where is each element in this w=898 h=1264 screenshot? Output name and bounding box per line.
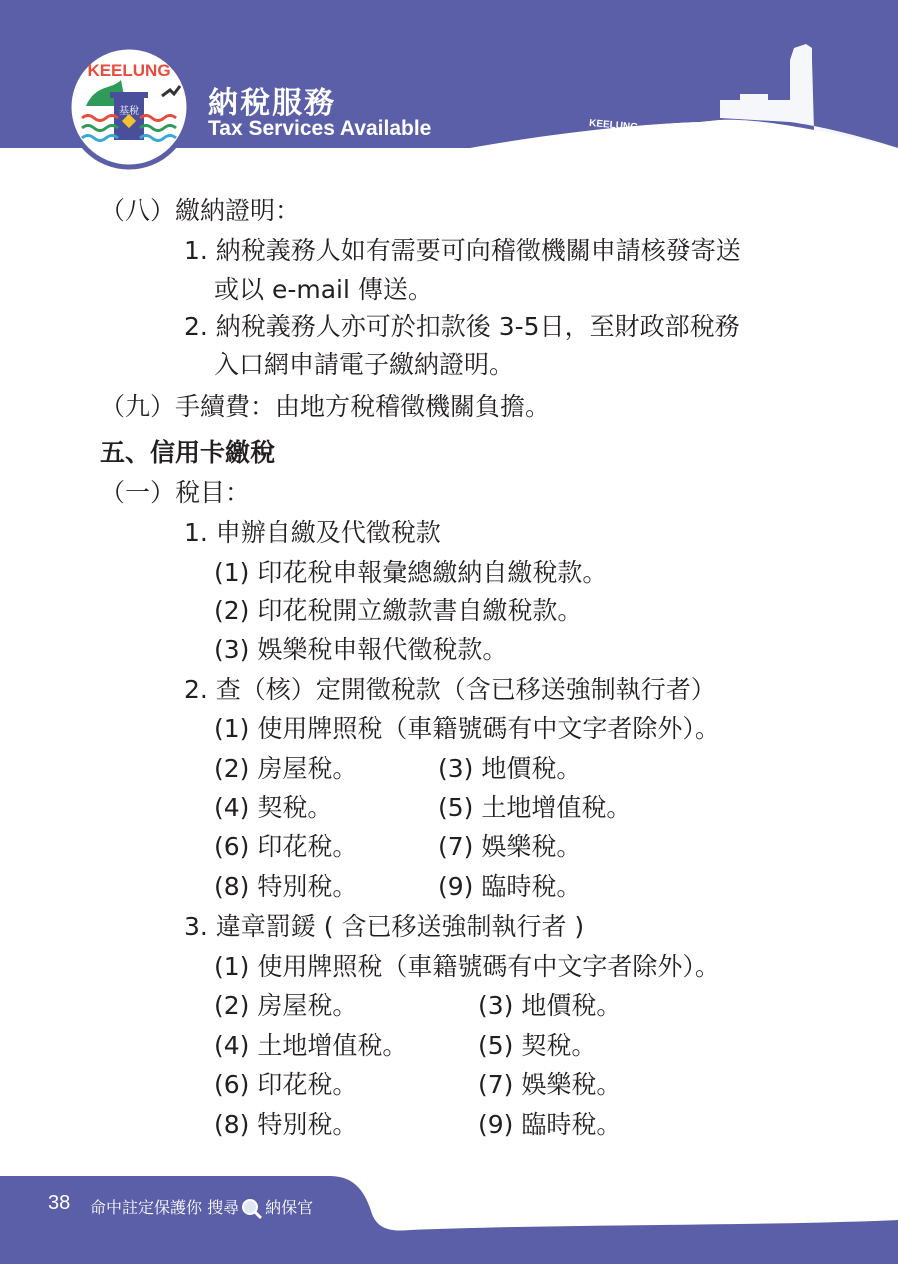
section-heading: （一）稅目： — [100, 478, 251, 507]
sub-item: (8) 特別稅。 — [214, 1110, 358, 1139]
brand-title-zh: 納稅服務 — [208, 86, 336, 121]
keelung-logo — [66, 44, 192, 170]
sub-item: (6) 印花稅。 — [214, 832, 358, 861]
sub-item: (5) 契稅。 — [478, 1031, 597, 1060]
sub-item: (3) 地價稅。 — [478, 991, 622, 1020]
list-item: 2. 查（核）定開徵稅款（含已移送強制執行者） — [184, 675, 716, 704]
sub-item: (2) 房屋稅。 — [214, 991, 358, 1020]
sub-item: (9) 臨時稅。 — [478, 1110, 622, 1139]
list-item: 1. 申辦自繳及代徵稅款 — [184, 518, 441, 547]
skyline-label: KEELUNG — [588, 117, 639, 134]
logo-text: KEELUNG — [87, 61, 171, 80]
sub-item: (4) 土地增值稅。 — [214, 1031, 408, 1060]
sub-item: (7) 娛樂稅。 — [438, 832, 582, 861]
section-heading: （八）繳納證明： — [100, 196, 301, 225]
sub-item: (4) 契稅。 — [214, 793, 333, 822]
sub-item: (1) 印花稅申報彙總繳納自繳稅款。 — [214, 558, 608, 587]
logo-badge: 基稅 — [119, 106, 139, 117]
sub-item: (8) 特別稅。 — [214, 872, 358, 901]
list-item: 1. 納稅義務人如有需要可向稽徵機關申請核發寄送 — [184, 236, 741, 265]
list-item-continued: 或以 e-mail 傳送。 — [214, 275, 433, 304]
sub-item: (2) 房屋稅。 — [214, 754, 358, 783]
sub-item: (5) 土地增值稅。 — [438, 793, 632, 822]
search-icon — [241, 1198, 263, 1220]
list-item: 3. 違章罰鍰 ( 含已移送強制執行者 ) — [184, 912, 585, 941]
brand-title-en: Tax Services Available — [208, 117, 432, 140]
list-item: 2. 納稅義務人亦可於扣款後 3-5日，至財政部稅務 — [184, 312, 740, 341]
slogan-text: 納保官 — [265, 1198, 314, 1217]
sub-item: (3) 地價稅。 — [438, 754, 582, 783]
sub-item: (3) 娛樂稅申報代徵稅款。 — [214, 635, 508, 664]
page-number: 38 — [48, 1192, 71, 1214]
slogan-text: 命中註定保護你 搜尋 — [90, 1198, 240, 1217]
sub-item: (6) 印花稅。 — [214, 1070, 358, 1099]
sub-item: (7) 娛樂稅。 — [478, 1070, 622, 1099]
sub-item: (1) 使用牌照稅（車籍號碼有中文字者除外）。 — [214, 714, 720, 743]
section-heading: （九）手續費：由地方稅稽徵機關負擔。 — [100, 392, 551, 421]
sub-item: (2) 印花稅開立繳款書自繳稅款。 — [214, 596, 583, 625]
sub-item: (9) 臨時稅。 — [438, 872, 582, 901]
footer-slogan — [90, 1195, 313, 1220]
chapter-heading: 五、信用卡繳稅 — [100, 438, 276, 467]
sub-item: (1) 使用牌照稅（車籍號碼有中文字者除外）。 — [214, 952, 720, 981]
list-item-continued: 入口網申請電子繳納證明。 — [214, 350, 515, 379]
